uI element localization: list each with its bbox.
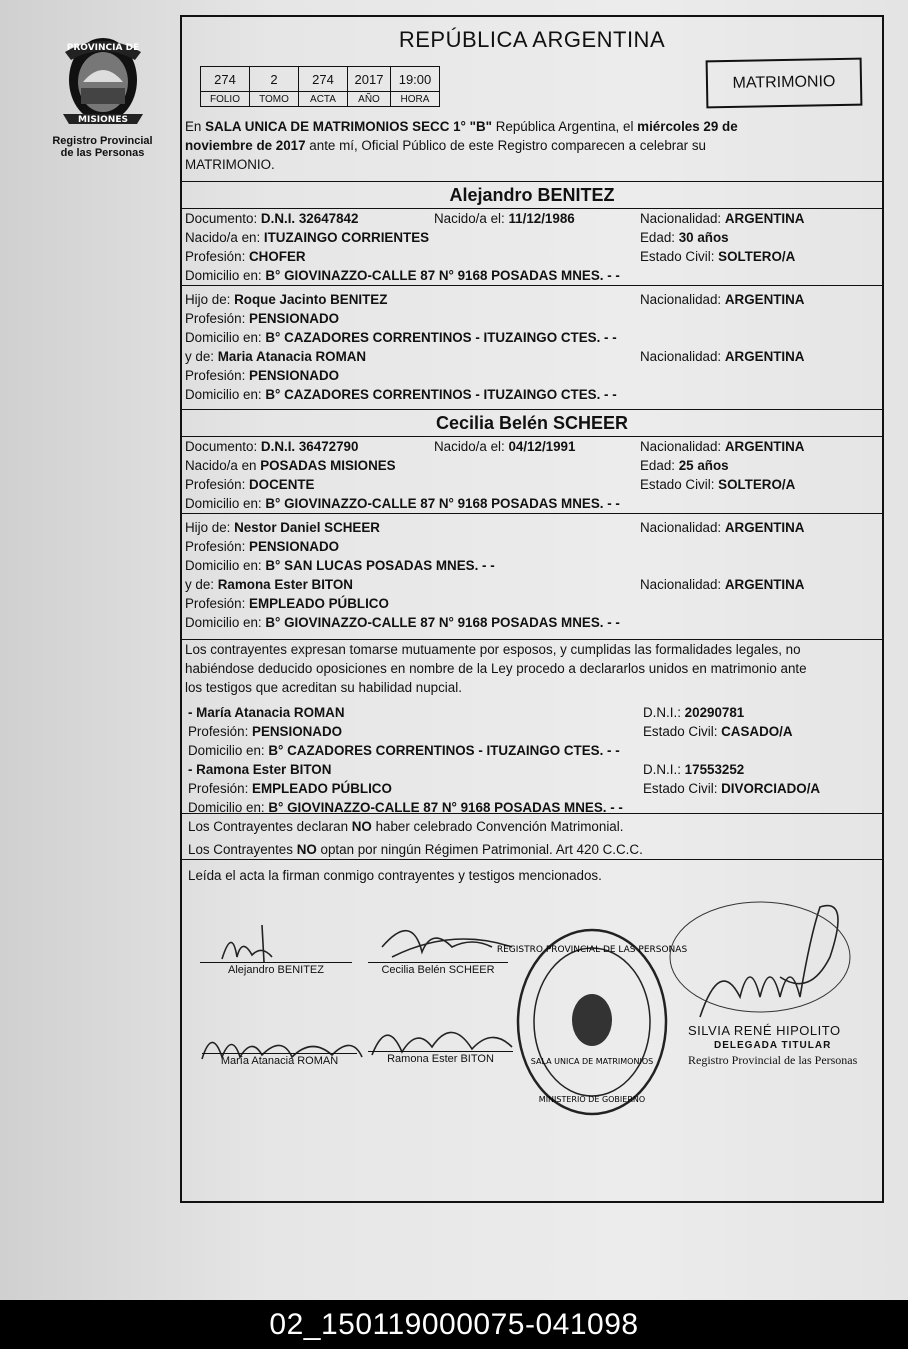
folio-label: FOLIO (201, 92, 250, 107)
regime-section: Los Contrayentes declaran NO haber celebrado Convención Matrimonial. Los Contrayentes NO optan por ningún Régimen Patrimonial. Art 420 C.C.C. (182, 813, 882, 859)
svg-text:MISIONES: MISIONES (77, 115, 128, 125)
acta-value: 274 (299, 67, 348, 92)
bride-section: Cecilia Belén SCHEER Documento: D.N.I. 36472790 Nacido/a el: 04/12/1991 Nacionalidad: ARGENTINA Nacido/a en POSADAS MISIONES Edad: 25 años Profesión: DOCENTE Estado Civil: SOLTERO/A Domicilio en: B° GIOVINAZZO-CALLE 87 N° 9168 POSADAS MNES. - - Hijo de: Nestor Daniel SCHEER Nacionalidad: ARGENTINA Profesión: PENSIONADO Domicilio en: B° SAN LUCAS POSADAS MNES. - - y de: Ramona Ester BITON Nacionalidad: ARGENTINA Profesión: EMPLEADO PÚBLICO Domicilio en: B° GIOVINAZZO-CALLE 87 N° 9168 POSADAS MNES. - - (182, 409, 882, 632)
bride-name: Cecilia Belén SCHEER (182, 410, 882, 437)
document-code: 02_150119000075-041098 (0, 1300, 908, 1349)
official-signature (660, 897, 860, 1027)
witness-1: - María Atanacia ROMAN D.N.I.: 20290781 (188, 705, 745, 720)
country-title: REPÚBLICA ARGENTINA (398, 27, 666, 52)
groom-name: Alejandro BENITEZ (182, 182, 882, 209)
official-stamp (496, 922, 688, 1122)
witness-2: - Ramona Ester BITON D.N.I.: 17553252 (188, 762, 745, 777)
act-type-box: MATRIMONIO (706, 58, 863, 109)
official-block (688, 1023, 857, 1068)
svg-text:REGISTRO PROVINCIAL DE LAS PER: REGISTRO PROVINCIAL DE LAS PERSONAS (496, 945, 688, 955)
logo-caption: Registro Provincial de las Personas (52, 135, 153, 159)
official-name: SILVIA RENÉ HIPOLITO (688, 1023, 841, 1038)
act-reference-boxes (200, 66, 440, 107)
official-title: DELEGADA TITULAR (714, 1040, 832, 1051)
hour-label: HORA (391, 92, 440, 107)
bride-signature: Cecilia Belén SCHEER (368, 962, 508, 976)
intro-paragraph: En SALA UNICA DE MATRIMONIOS SECC 1° "B" República Argentina, el miércoles 29 de noviembre de 2017 ante mí, Oficial Público de este Registro comparecen a celebrar su MATRIMONIO. (185, 119, 738, 172)
witness1-signature: María Atanacia ROMAN (202, 1053, 357, 1067)
registry-logo (50, 30, 155, 159)
svg-text:PROVINCIA DE: PROVINCIA DE (66, 43, 139, 53)
acta-label: ACTA (299, 92, 348, 107)
svg-text:SALA UNICA DE MATRIMONIOS: SALA UNICA DE MATRIMONIOS (530, 1057, 654, 1066)
folio-value: 274 (201, 67, 250, 92)
official-org: Registro Provincial de las Personas (688, 1053, 858, 1067)
groom-section: Alejandro BENITEZ Documento: D.N.I. 32647842 Nacido/a el: 11/12/1986 Nacionalidad: ARGENTINA Nacido/a en: ITUZAINGO CORRIENTES Edad: 30 años Profesión: CHOFER Estado Civil: SOLTERO/A Domicilio en: B° GIOVINAZZO-CALLE 87 N° 9168 POSADAS MNES. - - Hijo de: Roque Jacinto BENITEZ Nacionalidad: ARGENTINA Profesión: PENSIONADO Domicilio en: B° CAZADORES CORRENTINOS - ITUZAINGO CTES. - - y de: Maria Atanacia ROMAN Nacionalidad: ARGENTINA Profesión: PENSIONADO Domicilio en: B° CAZADORES CORRENTINOS - ITUZAINGO CTES. - - (182, 181, 882, 404)
groom-signature: Alejandro BENITEZ (200, 962, 352, 976)
declaration-section: Los contrayentes expresan tomarse mutuamente por esposos, y cumplidas las formalidades legales, no habiéndose deducido oposiciones en nombre de la Ley procedo a declararlos unidos en matrimonio ante los testigos que acreditan su habilidad nupcial. - María Atanacia ROMAN D.N.I.: 20290781 Profesión: PENSIONADO Estado Civil: CASADO/A Domicilio en: B° CAZADORES CORRENTINOS - ITUZAINGO CTES. - - - Ramona Ester BITON D.N.I.: 17553252 Profesión: EMPLEADO PÚBLICO Estado Civil: DIVORCIADO/A Domicilio en: B° GIOVINAZZO-CALLE 87 N° 9168 POSADAS MNES. - - (182, 639, 882, 817)
year-label: AÑO (348, 92, 391, 107)
tomo-value: 2 (250, 67, 299, 92)
year-value: 2017 (348, 67, 391, 92)
certificate-frame (180, 15, 884, 1203)
svg-text:MINISTERIO DE GOBIERNO: MINISTERIO DE GOBIERNO (538, 1095, 646, 1104)
closing-section: Leída el acta la firman conmigo contrayentes y testigos mencionados. (182, 859, 882, 885)
hour-value: 19:00 (391, 67, 440, 92)
witness2-signature: Ramona Ester BITON (368, 1051, 513, 1065)
tomo-label: TOMO (250, 92, 299, 107)
province-seal-icon (53, 30, 153, 130)
